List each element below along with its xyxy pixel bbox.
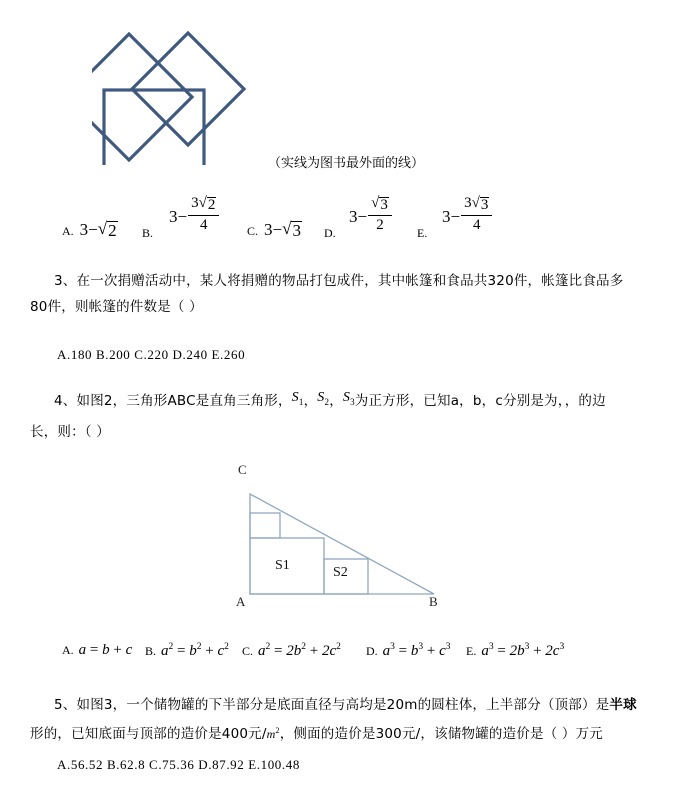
fraction-bar	[368, 215, 392, 216]
q2-c-radical	[282, 220, 302, 240]
q2-d-three: 3	[349, 206, 358, 226]
q2-b-denominator: 4	[199, 216, 208, 233]
q2-option-b[interactable]	[142, 214, 159, 240]
q4-option-b-expr: $a^2 = b^2 + c^2$	[161, 642, 229, 659]
q2-option-d-tag: D.	[324, 226, 336, 240]
q4-option-d-expr: $a^3 = b^3 + c^3$	[382, 642, 451, 659]
q2-c-three: 3	[264, 220, 273, 239]
question-4-block	[30, 388, 660, 445]
figure-two-vertex-a-label: A	[236, 594, 246, 609]
q2-d-radicand: 3	[380, 197, 388, 213]
question-3-block	[30, 268, 650, 320]
question-4-line-1	[30, 388, 660, 419]
question-5-line-1-part-a: 5、如图3，一个储物罐的下半部分是底面直径与高均是20m的圆柱体，上半部分（顶部）是	[54, 697, 610, 713]
symbol-s3-subscript: 3	[350, 396, 355, 407]
figure-two-vertex-b-label: B	[429, 594, 438, 609]
figure-two-square-s1-label: S1	[275, 558, 290, 573]
question-5-line-2-part-b: ，侧面的造价是300元/，该储物罐的造价是（ ）万元	[279, 726, 604, 742]
q2-e-radical	[472, 196, 490, 214]
figure-one-caption: （实线为图书最外面的线）	[268, 156, 425, 171]
q2-b-fraction	[188, 196, 219, 233]
q4-option-d-tag: D.	[366, 644, 378, 658]
symbol-s1-letter: S	[291, 390, 299, 405]
q4-option-d[interactable]	[366, 642, 451, 660]
radical-sign-icon: √	[198, 195, 207, 211]
q4-comma-1: ，	[303, 393, 318, 409]
q2-b-coef: 3	[191, 195, 199, 211]
q4-option-a-tag: A.	[62, 643, 74, 657]
figure-one-overlapping-squares	[92, 22, 252, 167]
question-4-line-1-part-a: 4、如图2，三角形ABC是直角三角形，	[54, 393, 292, 409]
q2-option-d-expr	[349, 195, 393, 235]
figure-two-triangle-with-squares	[222, 462, 454, 624]
q2-option-a-tag: A.	[62, 224, 74, 238]
q2-d-minus: −	[357, 206, 368, 226]
symbol-s3-letter: S	[342, 390, 351, 405]
q4-option-a[interactable]	[62, 642, 132, 659]
unit-square-meter	[267, 727, 280, 741]
q4-option-a-expr: a = b + c	[78, 642, 133, 658]
q2-b-three: 3	[169, 206, 178, 226]
radical-sign-icon: √	[371, 195, 380, 211]
q2-c-minus: −	[272, 220, 283, 239]
q2-options-row	[62, 196, 662, 252]
q2-a-minus: −	[88, 220, 98, 239]
q2-e-coef: 3	[464, 195, 472, 211]
question-5-bold-term: 半球	[609, 697, 637, 713]
unit-meter-exponent: 2	[275, 726, 280, 735]
q2-option-a-expr	[80, 220, 118, 240]
q4-option-e-expr: $a^3 = 2b^3 + 2c^3$	[481, 642, 565, 659]
question-5-line-2	[30, 718, 666, 747]
q4-options-row	[62, 636, 662, 666]
question-3-options[interactable]: A.180 B.200 C.220 D.240 E.260	[57, 347, 246, 362]
q2-option-e-expr-wrap	[442, 195, 493, 235]
q2-e-three: 3	[442, 206, 451, 226]
question-4-line-2: 长，则：（ ）	[30, 423, 110, 440]
symbol-s2	[317, 390, 329, 405]
q2-a-radicand: 2	[108, 221, 117, 241]
figure-two-square-s2-label: S2	[333, 565, 348, 580]
question-5-line-2-part-a: 形的，已知底面与顶部的造价是400元/	[30, 726, 267, 742]
q2-option-c-expr	[264, 220, 302, 240]
q2-e-denominator: 4	[472, 216, 481, 233]
fraction-bar	[188, 215, 219, 216]
q4-option-c-tag: C.	[242, 644, 254, 658]
radical-sign-icon: √	[282, 219, 292, 239]
q2-a-radical	[98, 220, 118, 240]
symbol-s2-letter: S	[317, 390, 325, 405]
q2-d-radical	[371, 196, 389, 214]
question-5-block	[30, 692, 666, 747]
q2-b-radicand: 2	[207, 197, 216, 213]
q2-e-fraction	[461, 196, 492, 233]
q2-option-a[interactable]	[62, 220, 118, 240]
symbol-s2-subscript: 2	[324, 396, 330, 407]
q4-option-b-tag: B.	[145, 644, 157, 658]
symbol-s3	[343, 390, 355, 405]
square-s3-outline	[250, 513, 280, 538]
q2-option-d-expr-wrap	[349, 195, 393, 235]
q4-option-c[interactable]	[242, 642, 341, 660]
q4-option-b[interactable]	[145, 642, 229, 660]
q4-option-c-expr: $a^2 = 2b^2 + 2c^2$	[258, 642, 341, 659]
q2-option-e-expr	[442, 195, 493, 235]
q2-option-b-expr-wrap	[169, 195, 220, 235]
q4-option-e[interactable]	[466, 642, 564, 660]
question-5-line-1	[30, 692, 666, 718]
q2-option-b-tag: B.	[142, 226, 154, 240]
q2-a-three: 3	[79, 220, 89, 239]
symbol-s1-subscript: 1	[298, 396, 304, 407]
figure-two-vertex-c-label: C	[238, 462, 247, 477]
radical-sign-icon: √	[471, 195, 480, 211]
q2-b-minus: −	[177, 206, 188, 226]
question-3-line-2: 80件，则帐篷的件数是（ ）	[30, 299, 203, 315]
question-3-line-1: 3、在一次捐赠活动中，某人将捐赠的物品打包成件，其中帐篷和食品共320件，帐篷比食品多	[54, 273, 624, 289]
q2-d-numerator	[368, 196, 392, 214]
q2-b-radical	[199, 196, 217, 214]
q2-option-c-tag: C.	[247, 224, 259, 238]
q2-e-minus: −	[450, 206, 461, 226]
q2-e-radicand: 3	[480, 197, 489, 213]
question-4-line-1-part-b: 为正方形，已知a，b，c分别是为，，的边	[354, 393, 606, 409]
symbol-s1	[292, 390, 304, 405]
q2-option-e-tag: E.	[417, 226, 428, 240]
q4-option-e-tag: E.	[466, 644, 477, 658]
q2-option-b-expr	[169, 195, 220, 235]
unit-meter-letter: m	[266, 727, 276, 741]
q2-b-numerator	[188, 196, 219, 214]
q2-d-fraction	[368, 196, 392, 233]
figure-one-svg	[92, 22, 252, 167]
figure-two-svg	[222, 466, 454, 624]
q2-option-e[interactable]	[417, 214, 433, 240]
q2-e-numerator	[461, 196, 492, 214]
q4-comma-2: ，	[329, 393, 343, 409]
q2-d-denominator: 2	[376, 216, 384, 233]
fraction-bar	[461, 215, 492, 216]
q2-option-c[interactable]	[247, 220, 302, 240]
question-5-options[interactable]: A.56.52 B.62.8 C.75.36 D.87.92 E.100.48	[57, 757, 300, 772]
q2-option-d[interactable]	[324, 214, 342, 240]
q2-c-radicand: 3	[292, 221, 301, 241]
radical-sign-icon: √	[97, 219, 108, 239]
